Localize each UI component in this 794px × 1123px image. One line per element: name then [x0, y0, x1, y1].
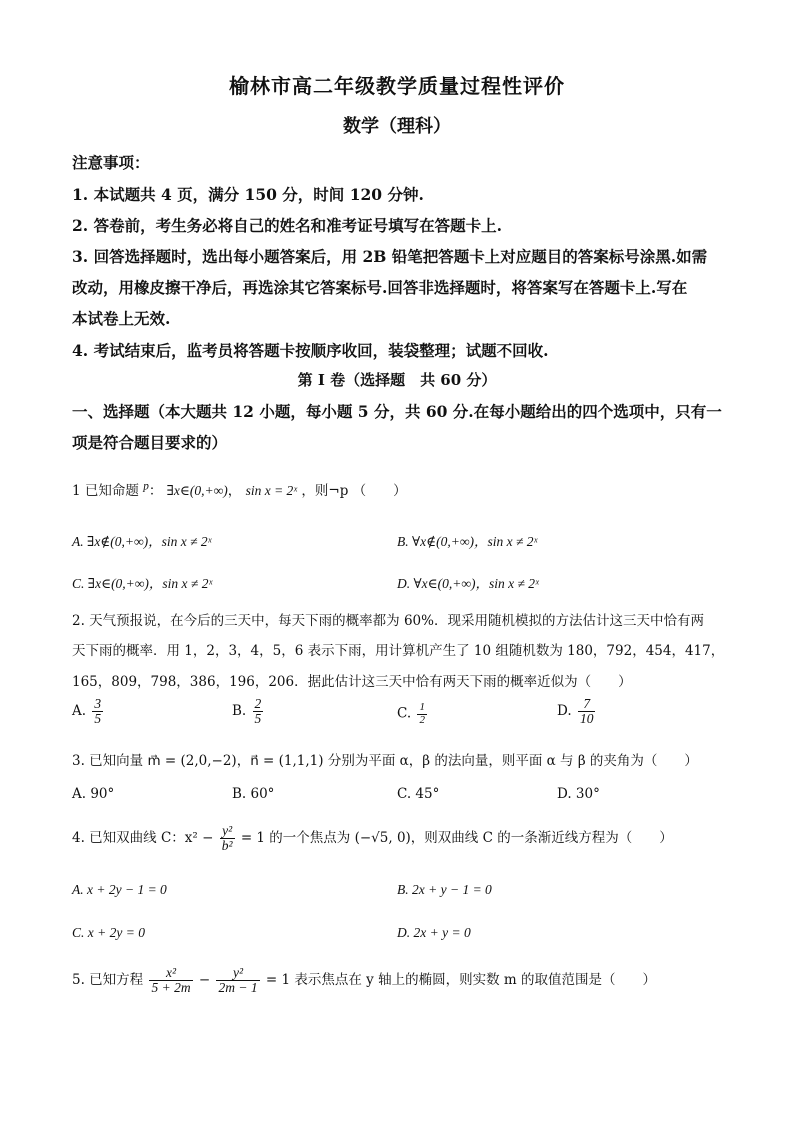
- q1-prefix: 1 已知命题: [72, 483, 139, 499]
- question-2-line-3: 165，809，798，386，196，206．据此估计这三天中恰有两天下雨的概率近似为（ ）: [72, 674, 632, 690]
- q2-d-num: 7: [578, 697, 596, 712]
- q4-stem-a: 4. 已知双曲线 C：x² −: [72, 830, 214, 847]
- exam-subtitle: 数学（理科）: [343, 116, 451, 137]
- q1-option-b[interactable]: B. ∀x∉(0,+∞)，sin x ≠ 2ˣ: [397, 534, 538, 549]
- note-line-3-end: 本试卷上无效.: [72, 309, 171, 328]
- note-line-3-cont: 改动，用橡皮擦干净后，再选涂其它答案标号.回答非选择题时，将答案写在答题卡上.写在: [72, 278, 688, 297]
- q4-option-d[interactable]: D. 2x + y = 0: [397, 925, 471, 940]
- question-3-stem: 3. 已知向量 m⃗ = (2,0,−2)，n⃗ = (1,1,1) 分别为平面 α，β 的法向量，则平面 α 与 β 的夹角为（ ）: [72, 753, 698, 769]
- q5-minus: −: [198, 972, 211, 989]
- note-line-2: 2. 答卷前，考生务必将自己的姓名和准考证号填写在答题卡上.: [72, 216, 502, 235]
- q4-fraction: [220, 824, 235, 853]
- q1-option-a[interactable]: A. ∃x∉(0,+∞)，sin x ≠ 2ˣ: [72, 534, 212, 549]
- question-1-stem: [72, 479, 407, 499]
- q1-option-c[interactable]: C. ∃x∈(0,+∞)，sin x ≠ 2ˣ: [72, 576, 213, 591]
- q3-option-b[interactable]: B. 60°: [232, 786, 275, 802]
- q2-a-num: 3: [94, 696, 102, 711]
- q5-f2-num: y²: [216, 966, 259, 981]
- question-2-line-1: 2. 天气预报说，在今后的三天中，每天下雨的概率都为 60%．现采用随机模拟的方法估计这三天中恰有两: [72, 613, 704, 629]
- q1-option-d[interactable]: D. ∀x∈(0,+∞)，sin x ≠ 2ˣ: [397, 576, 539, 591]
- q3-option-d[interactable]: D. 30°: [557, 786, 600, 802]
- q2-option-d[interactable]: [557, 697, 597, 726]
- note-line-1: 1. 本试题共 4 页，满分 150 分，时间 120 分钟.: [72, 185, 424, 204]
- q1-condition: ∃x∈(0,+∞): [166, 483, 228, 498]
- q5-f2-den: 2m − 1: [218, 980, 258, 996]
- q1-colon: ：: [148, 483, 163, 499]
- q2-a-den: 5: [94, 711, 102, 727]
- q2-option-c-fraction: [417, 702, 427, 726]
- q1-equation: sin x = 2ˣ: [245, 483, 298, 498]
- q2-option-a[interactable]: [72, 697, 105, 726]
- q4-stem-b: = 1 的一个焦点为 (−√5, 0)，则双曲线 C 的一条渐近线方程为（ ）: [240, 830, 673, 847]
- q4-frac-num: y²: [220, 824, 235, 839]
- q2-option-b-label: B.: [232, 703, 247, 720]
- q5-stem-b: = 1 表示焦点在 y 轴上的椭圆，则实数 m 的取值范围是（ ）: [265, 972, 656, 989]
- q1-p: p: [143, 480, 149, 493]
- question-4-stem: [72, 824, 673, 853]
- q3-option-a[interactable]: A. 90°: [72, 786, 115, 802]
- q3-option-c[interactable]: C. 45°: [397, 786, 440, 802]
- q2-c-den: 2: [419, 713, 425, 726]
- q2-d-den: 10: [579, 711, 594, 727]
- notes-heading: 注意事项：: [72, 153, 150, 172]
- part-title-line-1: 一、选择题（本大题共 12 小题，每小题 5 分，共 60 分.在每小题给出的四个选项中，只有一: [72, 402, 722, 421]
- part-title-line-2: 项是符合题目要求的）: [72, 433, 228, 452]
- note-line-3: 3. 回答选择题时，选出每小题答案后，用 2B 铅笔把答题卡上对应题目的答案标号涂黑.如需: [72, 247, 708, 266]
- volume-title: 第 I 卷（选择题 共 60 分）: [297, 371, 497, 389]
- note-line-4: 4. 考试结束后，监考员将答题卡按顺序收回，装袋整理；试题不回收.: [72, 341, 549, 360]
- q5-f1-den: 5 + 2m: [151, 980, 191, 996]
- q2-c-num: 1: [419, 701, 425, 713]
- q2-option-b-fraction: [253, 697, 264, 726]
- q2-option-d-fraction: [578, 697, 596, 726]
- q2-b-den: 5: [254, 711, 262, 727]
- q4-option-c[interactable]: C. x + 2y = 0: [72, 925, 145, 940]
- q5-f1-num: x²: [149, 966, 192, 981]
- q5-fraction-2: [216, 966, 259, 995]
- q2-option-a-label: A.: [72, 703, 87, 720]
- exam-title: 榆林市高二年级教学质量过程性评价: [229, 74, 565, 98]
- q4-option-a[interactable]: A. x + 2y − 1 = 0: [72, 882, 167, 897]
- q2-option-d-label: D.: [557, 703, 572, 720]
- q2-option-c-label: C.: [397, 705, 412, 722]
- q2-option-c[interactable]: [397, 702, 429, 726]
- q2-option-b[interactable]: [232, 697, 265, 726]
- q5-fraction-1: [149, 966, 192, 995]
- q5-stem-a: 5. 已知方程: [72, 972, 144, 989]
- q4-option-b[interactable]: B. 2x + y − 1 = 0: [397, 882, 492, 897]
- q4-frac-den: b²: [221, 838, 233, 854]
- question-2-line-2: 天下雨的概率．用 1，2，3，4，5，6 表示下雨，用计算机产生了 10 组随机数为 180，792，454，417，: [72, 643, 725, 659]
- q2-b-num: 2: [254, 696, 262, 711]
- question-5-stem: [72, 966, 656, 995]
- q1-tail: ，则¬p （ ）: [301, 483, 407, 499]
- q1-sep: ，: [227, 483, 242, 499]
- q2-option-a-fraction: [92, 697, 103, 726]
